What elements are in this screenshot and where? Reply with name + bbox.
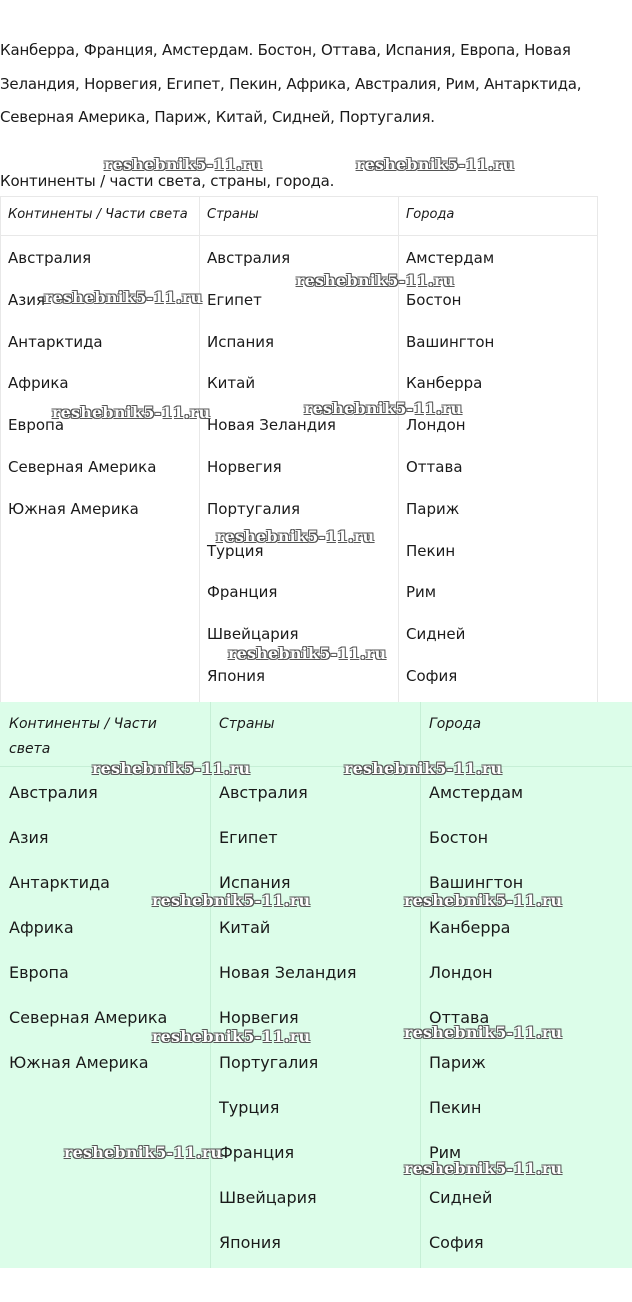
table-cell: Испания	[207, 332, 275, 351]
table-cell: Китай	[207, 374, 256, 393]
table-cell: Азия	[8, 290, 46, 309]
table-cell: Португалия	[207, 499, 301, 518]
table-divider	[199, 196, 200, 702]
watermark: reshebnik5-11.ru	[356, 155, 515, 174]
table-cell: Пекин	[406, 541, 456, 560]
watermark: reshebnik5-11.ru	[344, 759, 503, 778]
header-cities: Города	[429, 716, 482, 732]
continents-column	[8, 248, 156, 541]
table-cell: Амстердам	[429, 783, 524, 802]
watermark: reshebnik5-11.ru	[44, 288, 203, 307]
table-divider	[0, 196, 1, 702]
watermark: reshebnik5-11.ru	[104, 155, 263, 174]
table-cell: Швейцария	[207, 625, 299, 644]
cities-column	[429, 782, 523, 1277]
watermark: reshebnik5-11.ru	[64, 1143, 223, 1162]
table-cell: Африка	[8, 374, 69, 393]
table-cell: Лондон	[429, 963, 493, 982]
table-cell: Вашингтон	[429, 873, 524, 892]
table-cell: Австралия	[8, 249, 92, 267]
table-cell: Египет	[219, 828, 278, 847]
table-cell: Норвегия	[207, 457, 282, 476]
table-cell: Китай	[219, 918, 271, 937]
table-cell: Южная Америка	[8, 499, 139, 518]
table-cell: Пекин	[429, 1098, 482, 1117]
table-cell: Париж	[429, 1053, 486, 1072]
table-cell: Франция	[207, 583, 278, 602]
table-cell: Австралия	[207, 249, 291, 267]
table-caption: Континенты / части света, страны, города.	[0, 172, 335, 190]
watermark: reshebnik5-11.ru	[216, 527, 375, 546]
countries-column	[207, 248, 336, 708]
header-countries: Страны	[207, 207, 259, 222]
table-cell: Оттава	[406, 457, 463, 476]
table-cell: Испания	[219, 873, 291, 892]
watermark: reshebnik5-11.ru	[404, 1159, 563, 1178]
table-cell: Антарктида	[9, 873, 110, 892]
countries-column	[219, 782, 356, 1277]
header-cities: Города	[406, 207, 455, 222]
table-cell: Австралия	[219, 783, 308, 802]
table-cell: Северная Америка	[8, 457, 157, 476]
table-cell: Париж	[406, 499, 460, 518]
table-cell: София	[406, 666, 458, 685]
table-cell: Канберра	[406, 374, 483, 393]
header-continents: Континенты / Части света	[8, 207, 188, 222]
table-divider	[420, 702, 421, 1268]
table-cell: Южная Америка	[9, 1053, 149, 1072]
table-cell: Рим	[429, 1143, 462, 1162]
header-continents: Континенты / Части света	[9, 716, 157, 757]
watermark: reshebnik5-11.ru	[152, 1027, 311, 1046]
watermark: reshebnik5-11.ru	[92, 759, 251, 778]
table-cell: Канберра	[429, 918, 511, 937]
table-cell: Турция	[207, 541, 264, 560]
classification-table-1	[0, 196, 598, 702]
table-cell: Бостон	[406, 290, 462, 309]
table-cell: Австралия	[9, 783, 98, 802]
table-cell: Вашингтон	[406, 332, 495, 351]
table-cell: Антарктида	[8, 332, 103, 351]
table-cell: Африка	[9, 918, 74, 937]
table-cell: Норвегия	[219, 1008, 299, 1027]
table-cell: Оттава	[429, 1008, 490, 1027]
table-cell: Рим	[406, 583, 437, 602]
table-cell: Бостон	[429, 828, 489, 847]
table-cell: Лондон	[406, 416, 466, 435]
table-cell: Европа	[9, 963, 69, 982]
watermark: reshebnik5-11.ru	[304, 399, 463, 418]
table-cell: Новая Зеландия	[219, 963, 357, 982]
watermark: reshebnik5-11.ru	[52, 403, 211, 422]
table-cell: Египет	[207, 290, 262, 309]
table-cell: Новая Зеландия	[207, 416, 336, 435]
watermark: reshebnik5-11.ru	[228, 644, 387, 663]
watermark: reshebnik5-11.ru	[404, 891, 563, 910]
watermark: reshebnik5-11.ru	[404, 1023, 563, 1042]
table-cell: Амстердам	[406, 249, 495, 267]
table-divider	[210, 702, 211, 1268]
header-countries: Страны	[219, 716, 275, 732]
classification-table-2	[0, 702, 632, 1268]
table-cell: Швейцария	[219, 1188, 317, 1207]
table-cell: Северная Америка	[9, 1008, 168, 1027]
watermark: reshebnik5-11.ru	[296, 271, 455, 290]
continents-column	[9, 782, 167, 1097]
table-cell: Сидней	[406, 625, 466, 644]
table-cell: Португалия	[219, 1053, 319, 1072]
table-cell: Турция	[219, 1098, 280, 1117]
table-header-divider	[0, 766, 632, 767]
table-cell: Франция	[219, 1143, 295, 1162]
table-divider	[398, 196, 399, 702]
table-divider	[597, 196, 598, 702]
table-cell: Япония	[207, 666, 265, 685]
intro-paragraph: Канберра, Франция, Амстердам. Бостон, Оттава, Испания, Европа, Новая Зеландия, Норвегия, Египет, Пекин, Африка, Австралия, Рим, Антарктида, Северная Америка, Париж, Китай, Сидней, Португалия.	[0, 41, 582, 126]
watermark: reshebnik5-11.ru	[152, 891, 311, 910]
table-cell: Сидней	[429, 1188, 493, 1207]
table-cell: Япония	[219, 1233, 281, 1252]
table-cell: София	[429, 1233, 484, 1252]
table-cell: Европа	[8, 416, 65, 435]
table-cell: Азия	[9, 828, 49, 847]
cities-column	[406, 248, 494, 708]
